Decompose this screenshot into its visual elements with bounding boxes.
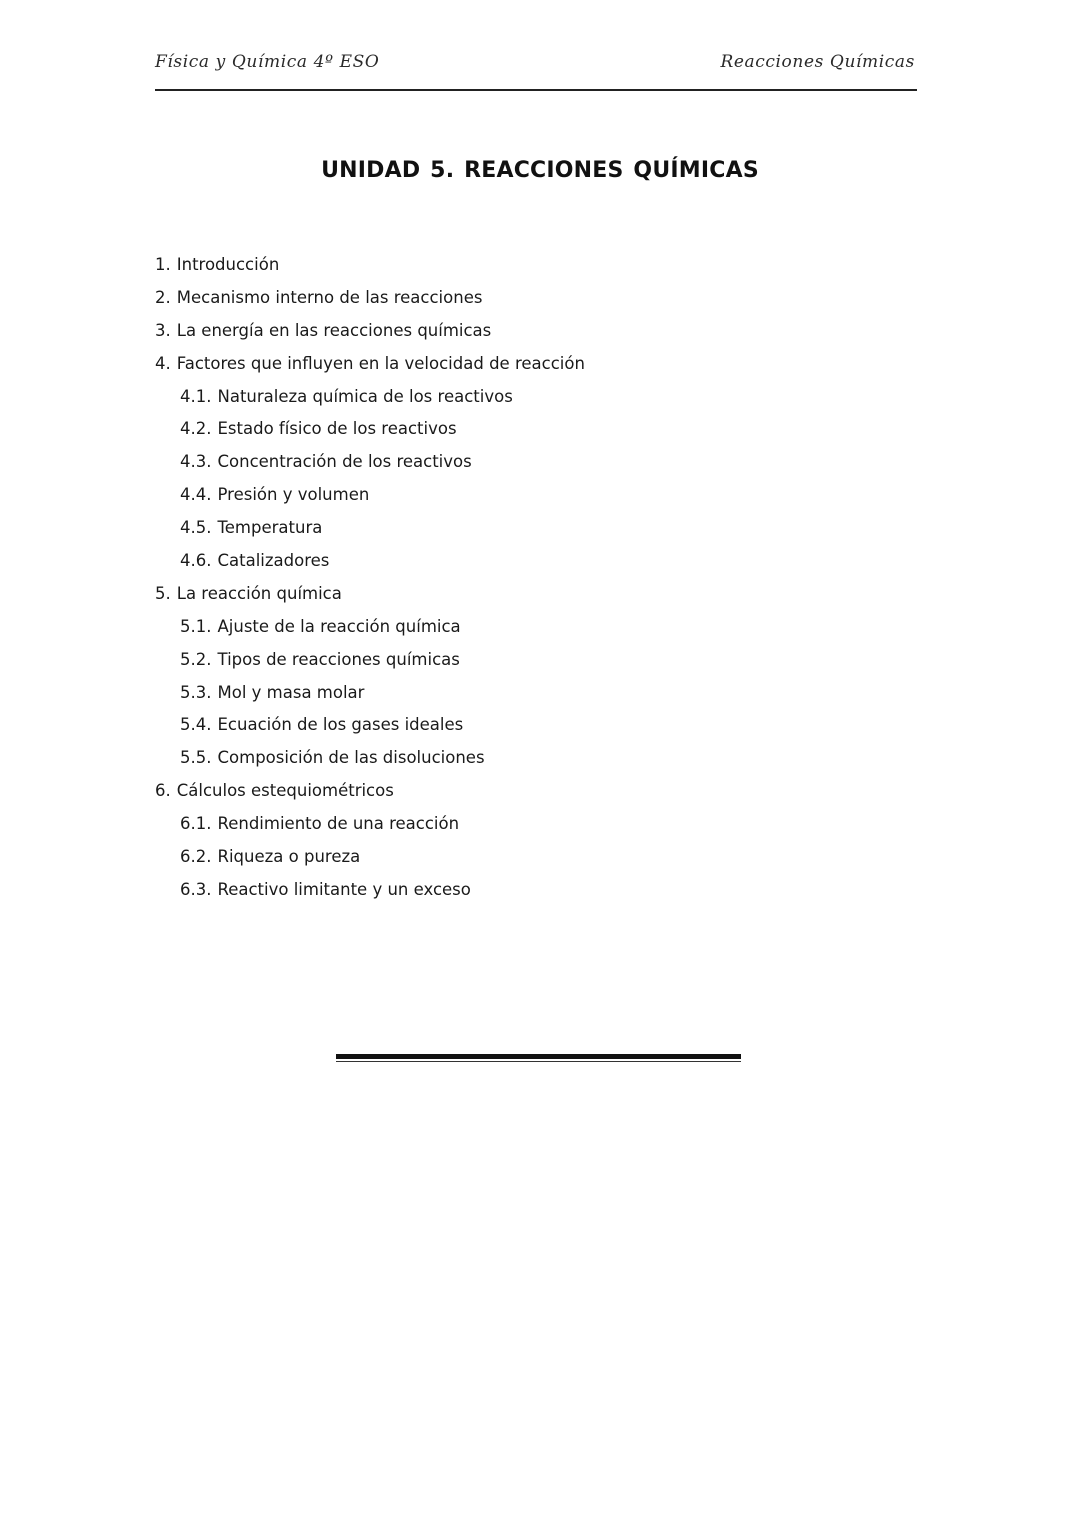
toc-item-number: 4.5. <box>180 518 212 538</box>
toc-item-label: Ecuación de los gases ideales <box>217 715 464 735</box>
toc-item-label: Concentración de los reactivos <box>217 452 472 472</box>
toc-item-label: Catalizadores <box>217 551 330 571</box>
toc-item-number: 6. <box>155 781 171 801</box>
toc-item-label: Factores que influyen en la velocidad de reacción <box>176 353 585 373</box>
toc-item-label: Ajuste de la reacción química <box>217 616 461 636</box>
toc-item-number: 5.3. <box>180 682 212 702</box>
section-end-divider <box>336 1054 741 1062</box>
toc-item-label: Introducción <box>176 255 280 274</box>
toc-item <box>155 286 855 319</box>
header-course: Física y Química 4º ESO <box>155 52 380 72</box>
toc-item-number: 2. <box>155 287 171 307</box>
toc-item-label: Rendimiento de una reacción <box>217 814 460 834</box>
toc-item-number: 5. <box>155 583 171 603</box>
toc-item <box>155 779 855 812</box>
toc-item-number: 6.3. <box>180 879 212 899</box>
toc-item-number: 4.4. <box>180 485 212 505</box>
header-topic: Reacciones Químicas <box>720 52 915 72</box>
page-header <box>155 50 917 76</box>
toc-item-label: Mol y masa molar <box>217 682 365 702</box>
toc-subitem <box>155 845 855 878</box>
toc-subitem <box>155 516 855 549</box>
toc-item-number: 5.5. <box>180 748 212 768</box>
toc-subitem <box>155 812 855 845</box>
toc-item-number: 5.2. <box>180 649 212 669</box>
toc-item-label: Temperatura <box>217 518 323 538</box>
toc-item-number: 4.1. <box>180 386 212 406</box>
toc-item <box>155 319 855 352</box>
toc-item-number: 4. <box>155 353 171 373</box>
header-divider <box>155 89 917 91</box>
toc-subitem <box>155 648 855 681</box>
toc-item-label: Presión y volumen <box>217 485 370 505</box>
toc-item-label: La reacción química <box>176 583 342 603</box>
toc-item-number: 6.1. <box>180 814 212 834</box>
toc-item <box>155 253 855 286</box>
toc-item <box>155 352 855 385</box>
toc-subitem <box>155 746 855 779</box>
toc-item-label: Reactivo limitante y un exceso <box>217 879 471 899</box>
toc-item-label: Tipos de reacciones químicas <box>217 649 460 669</box>
toc-subitem <box>155 615 855 648</box>
toc-item <box>155 582 855 615</box>
toc-item-label: Mecanismo interno de las reacciones <box>176 287 483 307</box>
divider-thin-line <box>336 1061 741 1062</box>
toc-item-number: 5.4. <box>180 715 212 735</box>
page-title: UNIDAD 5. REACCIONES QUÍMICAS <box>321 158 759 183</box>
toc-item-number: 1. <box>155 255 171 274</box>
toc-subitem <box>155 417 855 450</box>
toc-subitem <box>155 450 855 483</box>
toc-item-label: La energía en las reacciones químicas <box>176 320 492 340</box>
toc-item-number: 4.3. <box>180 452 212 472</box>
toc-item-label: Riqueza o pureza <box>217 847 361 867</box>
toc-item-number: 4.2. <box>180 419 212 439</box>
toc-subitem <box>155 681 855 714</box>
toc-item-label: Naturaleza química de los reactivos <box>217 386 513 406</box>
divider-thick-line <box>336 1054 741 1059</box>
toc-subitem <box>155 483 855 516</box>
toc-item-number: 4.6. <box>180 551 212 571</box>
toc-item-label: Cálculos estequiométricos <box>176 781 394 801</box>
toc-subitem <box>155 385 855 418</box>
toc-item-label: Estado físico de los reactivos <box>217 419 457 439</box>
toc-subitem <box>155 713 855 746</box>
toc-item-number: 3. <box>155 320 171 340</box>
table-of-contents <box>155 253 855 911</box>
toc-item-number: 6.2. <box>180 847 212 867</box>
toc-subitem <box>155 549 855 582</box>
toc-item-number: 5.1. <box>180 616 212 636</box>
toc-subitem <box>155 878 855 911</box>
toc-item-label: Composición de las disoluciones <box>217 748 485 768</box>
